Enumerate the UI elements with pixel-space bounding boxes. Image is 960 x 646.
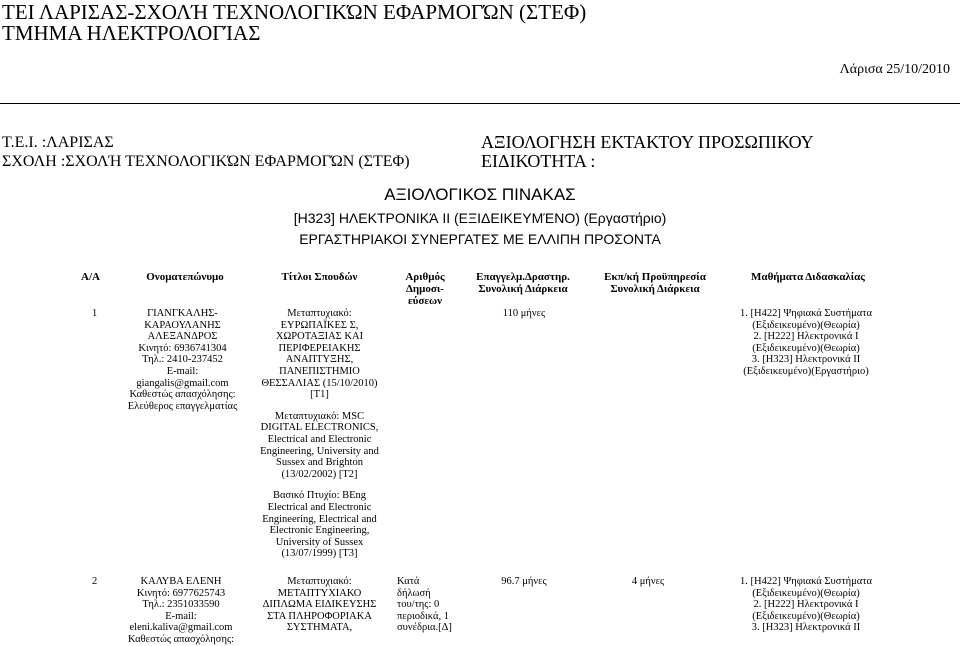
row-2-aa: 2 [92,576,98,587]
row-2-name: ΚΑΛΥΒΑ ΕΛΕΝΗ Κινητό: 6977625743 Τηλ.: 2351033590 E-mail: eleni.kaliva@gmail.com Καθεστώς απασχόλησης: [116,576,246,646]
row-2-publications: Κατά δήλωσή του/της: 0 περιοδικά, 1 συνέδρια.[Δ] [397,576,452,634]
evaluation-title: ΑΞΙΟΛΟΓΗΣΗ ΕΚΤΑΚΤΟΥ ΠΡΟΣΩΠΙΚΟΥ [481,132,814,152]
row-1-email: E-mail: giangalis@gmail.com [136,365,229,389]
table-title: ΑΞΙΟΛΟΓΙΚΟΣ ΠΙΝΑΚΑΣ [384,185,576,204]
institution-school: ΣΧΟΛΗ :ΣΧΟΛΉ ΤΕΧΝΟΛΟΓΙΚΏΝ ΕΦΑΡΜΟΓΏΝ (ΣΤΕΦ) [2,153,410,170]
institution-tei: Τ.Ε.Ι. :ΛΑΡΙΣΑΣ [2,134,114,151]
column-header-professional: Επαγγελμ.Δραστηρ. Συνολική Διάρκεια [476,271,570,295]
row-1-title-t1: Μεταπτυχιακό: ΕΥΡΩΠΑΪΚΕΣ Σ, ΧΩΡΟΤΑΞΙΑΣ ΚΑΙ ΠΕΡΙΦΕΡΕΙΑΚΗΣ ΑΝΑΠΤΥΞΗΣ, ΠΑΝΕΠΙΣΤΗΜΙΟ ΘΕΣΣΑΛΙΑΣ (15/10/2010) [T1] [261,308,378,401]
row-1-courses: 1. [Η422] Ψηφιακά Συστήματα (Εξιδεικευμένο)(Θεωρία) 2. [Η222] Ηλεκτρονικά Ι (Εξιδεικευμένο)(Θεωρία) 3. [Η323] Ηλεκτρονικά ΙΙ (Εξιδεικευμένο)(Εργαστήριο) [740,308,872,377]
row-1-title-t3: Βασικό Πτυχίο: BEng Electrical and Electronic Engineering, Electrical and Electronic Engineering, University of Sussex (13/07/1999) [T3] [262,490,377,560]
row-1-name: ΓΙΑΝΓΚΑΛΗΣ- ΚΑΡΑΟΥΛΑΝΗΣ ΑΛΕΞΑΝΔΡΟΣ Κινητό: 6936741304 Τηλ.: 2410-237452 E-mail: giangalis@gmail.com Καθεστώς απασχόλησης: Ελεύθερος επαγγελματίας [120,308,245,412]
row-2-email: E-mail: eleni.kaliva@gmail.com [129,610,233,634]
document-date: Λάρισα 25/10/2010 [839,62,950,77]
row-1-titles [258,308,381,570]
row-2-titles: Μεταπτυχιακό: ΜΕΤΑΠΤΥΧΙΑΚΟ ΔΙΠΛΩΜΑ ΕΙΔΙΚΕΥΣΗΣ ΣΤΑ ΠΛΗΡΟΦΟΡΙΑΚΑ ΣΥΣΤΗΜΑΤΑ, [262,576,377,634]
course-title: [Η323] ΗΛΕΚΤΡΟΝΙΚΆ ΙΙ (ΕΞΙΔΕΙΚΕΥΜΈΝΟ) (Εργαστήριο) [293,210,667,226]
column-header-aa: Α/Α [81,271,100,283]
row-1-aa: 1 [92,308,98,319]
row-2-teaching: 4 μήνες [631,576,665,587]
column-header-courses: Μαθήματα Διδασκαλίας [751,271,865,283]
row-1-title-t2: Μεταπτυχιακό: MSC DIGITAL ELECTRONICS, Electrical and Electronic Engineering, University and Sussex and Brighton (13/02/2002) [T2] [260,410,379,480]
specialty-label: ΕΙΔΙΚΟΤΗΤΑ : [481,151,596,171]
column-header-name: Ονοματεπώνυμο [146,271,224,283]
row-1-professional: 110 μήνες [502,308,546,319]
staff-category: ΕΡΓΑΣΤΗΡΙΑΚΟΙ ΣΥΝΕΡΓΑΤΕΣ ΜΕ ΕΛΛΙΠΗ ΠΡΟΣΟΝΤΑ [299,231,661,247]
column-header-publications: Αριθμός Δημοσι-εύσεων [405,271,445,307]
header-line-2: ΤΜΗΜΑ ΗΛΕΚΤΡΟΛΟΓΊΑΣ [2,21,261,45]
separator-line [0,103,960,104]
row-2-professional: 96.7 μήνες [501,576,547,587]
column-header-teaching: Εκπ/κή Προϋπηρεσία Συνολική Διάρκεια [604,271,706,295]
row-2-courses: 1. [Η422] Ψηφιακά Συστήματα (Εξιδεικευμένο)(Θεωρία) 2. [Η222] Ηλεκτρονικά Ι (Εξιδεικευμένο)(Θεωρία) 3. [Η323] Ηλεκτρονικά ΙΙ [740,576,872,634]
header-line-1: ΤΕΙ ΛΑΡΙΣΑΣ-ΣΧΟΛΉ ΤΕΧΝΟΛΟΓΙΚΏΝ ΕΦΑΡΜΟΓΏΝ (ΣΤΕΦ) [2,0,587,24]
column-header-titles: Τίτλοι Σπουδών [281,271,358,283]
